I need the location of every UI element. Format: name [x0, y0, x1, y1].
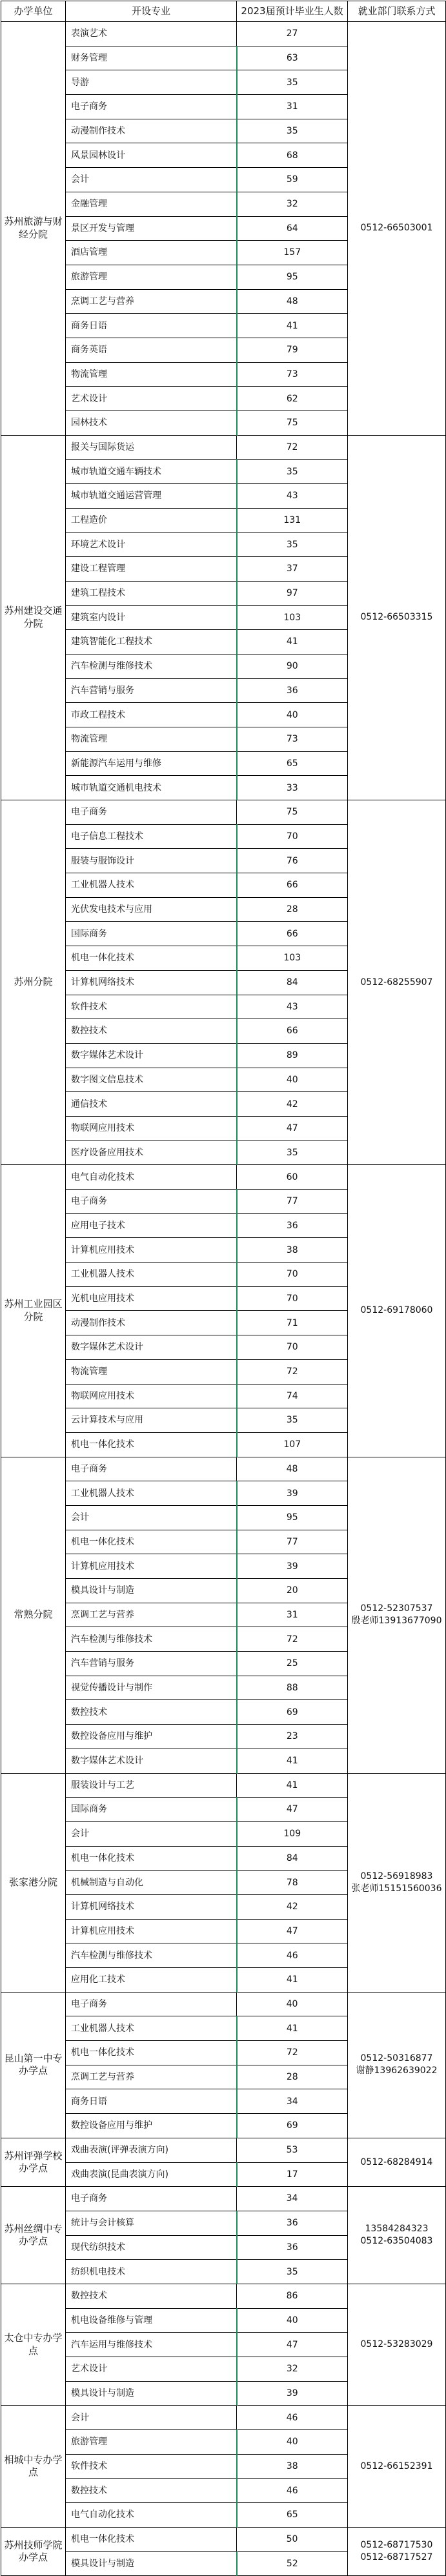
- graduate-count: 41: [237, 1749, 348, 1773]
- contact-line: 0512-52307537: [360, 1603, 433, 1614]
- major-name: 建筑工程技术: [66, 581, 237, 605]
- contact-line: 0512-53283029: [360, 2339, 433, 2350]
- major-name: 数控技术: [66, 1700, 237, 1725]
- major-name: 汽车检测与维修技术: [66, 1943, 237, 1968]
- contact-info: [348, 2284, 446, 2405]
- major-name: 纺织机电技术: [66, 2260, 237, 2284]
- major-name: 动漫制作技术: [66, 1311, 237, 1335]
- unit-name: 苏州分院: [1, 800, 66, 1165]
- major-name: 会计: [66, 1505, 237, 1530]
- graduate-count: 47: [237, 1798, 348, 1822]
- graduate-count: 42: [237, 1092, 348, 1117]
- major-name: 通信技术: [66, 1092, 237, 1117]
- contact-line: 殷老师13913677090: [351, 1616, 442, 1627]
- major-name: 环境艺术设计: [66, 532, 237, 557]
- major-name: 艺术设计: [66, 387, 237, 411]
- major-name: 机电一体化技术: [66, 946, 237, 971]
- graduate-count: 41: [237, 1773, 348, 1798]
- major-name: 计算机应用技术: [66, 1554, 237, 1579]
- major-name: 园林技术: [66, 411, 237, 436]
- table-row: [1, 1773, 446, 1798]
- contact-info: [348, 1457, 446, 1773]
- major-name: 物流管理: [66, 362, 237, 387]
- major-name: 模具设计与制造: [66, 2551, 237, 2576]
- major-name: 工业机器人技术: [66, 873, 237, 898]
- graduate-count: 36: [237, 1213, 348, 1238]
- major-name: 导游: [66, 70, 237, 95]
- major-name: 物联网应用技术: [66, 1116, 237, 1141]
- graduate-count: 79: [237, 338, 348, 362]
- graduate-count: 35: [237, 460, 348, 484]
- major-name: 电气自动化技术: [66, 1165, 237, 1190]
- graduate-count: 66: [237, 873, 348, 898]
- contact-line: 0512-66503315: [360, 612, 433, 623]
- major-name: 商务日语: [66, 314, 237, 338]
- graduate-count: 23: [237, 1725, 348, 1749]
- graduate-count: 35: [237, 2260, 348, 2284]
- graduate-count: 46: [237, 2406, 348, 2430]
- major-name: 电子信息工程技术: [66, 824, 237, 849]
- major-name: 数字媒体艺术设计: [66, 1335, 237, 1360]
- graduate-count: 31: [237, 1603, 348, 1627]
- major-name: 计算机应用技术: [66, 1919, 237, 1943]
- graduate-count: 40: [237, 1992, 348, 2016]
- major-name: 电气自动化技术: [66, 2503, 237, 2528]
- graduate-count: 77: [237, 1530, 348, 1554]
- major-name: 数字图文信息技术: [66, 1068, 237, 1092]
- major-name: 机电一体化技术: [66, 1432, 237, 1457]
- major-name: 市政工程技术: [66, 703, 237, 727]
- graduate-count: 84: [237, 970, 348, 995]
- graduate-count: 47: [237, 1116, 348, 1141]
- graduate-count: 39: [237, 1554, 348, 1579]
- major-name: 机电一体化技术: [66, 1530, 237, 1554]
- contact-line: 13584284323: [365, 2224, 429, 2235]
- graduate-count: 43: [237, 995, 348, 1019]
- contact-info: [348, 1773, 446, 1992]
- graduate-count: 41: [237, 1968, 348, 1993]
- graduate-count: 70: [237, 1335, 348, 1360]
- graduate-count: 88: [237, 1676, 348, 1700]
- table-header-row: [1, 1, 446, 22]
- contact-line: 0512-69178060: [360, 1305, 433, 1316]
- unit-name: 昆山第一中专办学点: [1, 1992, 66, 2138]
- graduate-count: 70: [237, 1263, 348, 1287]
- major-name: 城市轨道交通机电技术: [66, 776, 237, 800]
- table-row: [1, 2138, 446, 2162]
- major-name: 旅游管理: [66, 265, 237, 289]
- graduate-count: 97: [237, 581, 348, 605]
- major-name: 统计与会计核算: [66, 2211, 237, 2235]
- graduate-count: 103: [237, 605, 348, 630]
- major-name: 物流管理: [66, 1359, 237, 1384]
- graduate-count: 36: [237, 2235, 348, 2260]
- graduate-count: 41: [237, 2016, 348, 2041]
- graduate-count: 84: [237, 1846, 348, 1871]
- major-name: 城市轨道交通运营管理: [66, 484, 237, 509]
- graduate-count: 157: [237, 241, 348, 265]
- major-name: 电子商务: [66, 2187, 237, 2211]
- graduate-count: 70: [237, 824, 348, 849]
- graduate-count: 38: [237, 1238, 348, 1263]
- graduate-count: 40: [237, 703, 348, 727]
- major-name: 景区开发与管理: [66, 216, 237, 241]
- major-name: 工业机器人技术: [66, 1481, 237, 1506]
- major-name: 风景园林设计: [66, 143, 237, 168]
- graduate-count: 64: [237, 216, 348, 241]
- graduate-count: 25: [237, 1652, 348, 1676]
- graduate-count: 75: [237, 800, 348, 825]
- contact-info: [348, 2527, 446, 2575]
- major-name: 戏曲表演(评弹表演方向): [66, 2138, 237, 2162]
- major-name: 视觉传播设计与制作: [66, 1676, 237, 1700]
- graduate-count: 71: [237, 1311, 348, 1335]
- major-name: 烹调工艺与营养: [66, 289, 237, 314]
- graduate-count: 65: [237, 2503, 348, 2528]
- contact-line: 0512-68717530: [360, 2540, 433, 2551]
- major-name: 建设工程管理: [66, 557, 237, 582]
- graduate-count: 50: [237, 2527, 348, 2551]
- unit-name: 太仓中专办学点: [1, 2284, 66, 2405]
- graduate-count: 47: [237, 1919, 348, 1943]
- major-name: 数字媒体艺术设计: [66, 1749, 237, 1773]
- major-name: 城市轨道交通车辆技术: [66, 460, 237, 484]
- graduate-count: 35: [237, 119, 348, 143]
- graduate-count: 36: [237, 678, 348, 703]
- graduate-count: 103: [237, 946, 348, 971]
- graduate-count: 28: [237, 2065, 348, 2089]
- unit-name: 苏州丝绸中专办学点: [1, 2187, 66, 2284]
- major-name: 商务日语: [66, 2089, 237, 2114]
- graduate-count: 62: [237, 387, 348, 411]
- major-name: 工业机器人技术: [66, 2016, 237, 2041]
- table-row: [1, 2406, 446, 2430]
- graduate-count: 46: [237, 2479, 348, 2503]
- graduate-count: 48: [237, 289, 348, 314]
- graduate-count: 17: [237, 2162, 348, 2187]
- graduate-count: 48: [237, 1457, 348, 1481]
- major-name: 汽车营销与服务: [66, 1652, 237, 1676]
- graduate-count: 39: [237, 2381, 348, 2406]
- major-name: 国际商务: [66, 1798, 237, 1822]
- graduate-count: 66: [237, 922, 348, 946]
- graduate-count: 42: [237, 1894, 348, 1919]
- graduate-count: 40: [237, 2308, 348, 2333]
- graduate-count: 72: [237, 1627, 348, 1652]
- major-name: 动漫制作技术: [66, 119, 237, 143]
- major-name: 机电一体化技术: [66, 1846, 237, 1871]
- graduate-count: 76: [237, 849, 348, 873]
- graduate-count: 72: [237, 1359, 348, 1384]
- table-row: [1, 800, 446, 825]
- major-name: 云计算技术与应用: [66, 1408, 237, 1433]
- header-contact: 就业部门联系方式: [348, 1, 446, 22]
- major-name: 数控设备应用与维护: [66, 2114, 237, 2138]
- major-name: 财务管理: [66, 46, 237, 70]
- graduate-count: 34: [237, 2187, 348, 2211]
- graduate-count: 73: [237, 727, 348, 751]
- table-row: [1, 435, 446, 460]
- major-name: 现代纺织技术: [66, 2235, 237, 2260]
- graduate-count: 41: [237, 314, 348, 338]
- major-name: 服装设计与工艺: [66, 1773, 237, 1798]
- graduate-count: 60: [237, 1165, 348, 1190]
- graduate-count: 31: [237, 95, 348, 119]
- major-name: 工程造价: [66, 508, 237, 532]
- major-name: 汽车检测与维修技术: [66, 654, 237, 678]
- major-name: 数控技术: [66, 2284, 237, 2308]
- major-name: 会计: [66, 168, 237, 192]
- header-count: 2023届预计毕业生人数: [237, 1, 348, 22]
- major-name: 医疗设备应用技术: [66, 1141, 237, 1165]
- graduate-count: 35: [237, 532, 348, 557]
- major-name: 计算机应用技术: [66, 1238, 237, 1263]
- contact-line: 0512-68717527: [360, 2552, 433, 2562]
- graduate-count: 72: [237, 435, 348, 460]
- graduate-count: 63: [237, 46, 348, 70]
- graduate-count: 59: [237, 168, 348, 192]
- table-row: [1, 1457, 446, 1481]
- major-name: 汽车运用与维修技术: [66, 2333, 237, 2357]
- major-name: 旅游管理: [66, 2430, 237, 2455]
- major-name: 数控设备应用与维护: [66, 1725, 237, 1749]
- graduate-count: 77: [237, 1190, 348, 1214]
- major-name: 电子商务: [66, 95, 237, 119]
- contact-line: 谢静13962639022: [356, 2065, 438, 2076]
- header-major: 开设专业: [66, 1, 237, 22]
- major-name: 数控技术: [66, 1019, 237, 1044]
- major-name: 金融管理: [66, 192, 237, 216]
- contact-info: [348, 435, 446, 800]
- graduate-count: 53: [237, 2138, 348, 2162]
- unit-name: 苏州工业园区分院: [1, 1165, 66, 1457]
- graduate-count: 35: [237, 1408, 348, 1433]
- table-row: [1, 1165, 446, 1190]
- unit-name: 张家港分院: [1, 1773, 66, 1992]
- graduate-count: 40: [237, 2430, 348, 2455]
- graduate-count: 90: [237, 654, 348, 678]
- major-name: 电子商务: [66, 1992, 237, 2016]
- table-row: [1, 1992, 446, 2016]
- major-name: 机电一体化技术: [66, 2527, 237, 2551]
- major-name: 表演艺术: [66, 22, 237, 46]
- major-name: 艺术设计: [66, 2357, 237, 2382]
- graduate-count: 89: [237, 1043, 348, 1068]
- graduate-count: 70: [237, 1286, 348, 1311]
- graduate-count: 27: [237, 22, 348, 46]
- major-name: 应用电子技术: [66, 1213, 237, 1238]
- graduate-count: 131: [237, 508, 348, 532]
- major-name: 物流管理: [66, 727, 237, 751]
- major-name: 软件技术: [66, 995, 237, 1019]
- contact-line: 0512-56918983: [360, 1871, 433, 1881]
- table-row: [1, 2284, 446, 2308]
- graduate-count: 37: [237, 557, 348, 582]
- header-unit: 办学单位: [1, 1, 66, 22]
- major-name: 光机电应用技术: [66, 1286, 237, 1311]
- graduate-count: 74: [237, 1384, 348, 1408]
- major-name: 数控技术: [66, 2479, 237, 2503]
- contact-line: 0512-66152391: [360, 2460, 433, 2471]
- major-name: 机械制造与自动化: [66, 1871, 237, 1895]
- major-name: 建筑室内设计: [66, 605, 237, 630]
- major-name: 电子商务: [66, 1457, 237, 1481]
- table-row: [1, 22, 446, 46]
- graduate-count: 69: [237, 1700, 348, 1725]
- major-name: 模具设计与制造: [66, 2381, 237, 2406]
- graduate-count: 95: [237, 265, 348, 289]
- major-name: 酒店管理: [66, 241, 237, 265]
- graduate-count: 32: [237, 192, 348, 216]
- unit-name: 常熟分院: [1, 1457, 66, 1773]
- graduate-count: 95: [237, 1505, 348, 1530]
- contact-info: [348, 1165, 446, 1457]
- graduate-count: 66: [237, 1019, 348, 1044]
- major-name: 模具设计与制造: [66, 1579, 237, 1603]
- graduate-count: 65: [237, 751, 348, 776]
- graduate-count: 36: [237, 2211, 348, 2235]
- contact-info: [348, 2138, 446, 2186]
- graduate-count: 72: [237, 2041, 348, 2065]
- major-name: 建筑智能化工程技术: [66, 630, 237, 654]
- graduate-count: 73: [237, 362, 348, 387]
- unit-name: 苏州评弹学校办学点: [1, 2138, 66, 2186]
- unit-name: 苏州建设交通分院: [1, 435, 66, 800]
- graduate-count: 109: [237, 1821, 348, 1846]
- contact-info: [348, 1992, 446, 2138]
- major-name: 会计: [66, 2406, 237, 2430]
- major-name: 光伏发电技术与应用: [66, 897, 237, 922]
- major-name: 软件技术: [66, 2454, 237, 2479]
- graduate-count: 47: [237, 2333, 348, 2357]
- table-row: [1, 2527, 446, 2551]
- graduate-count: 32: [237, 2357, 348, 2382]
- graduate-count: 28: [237, 897, 348, 922]
- major-name: 数字媒体艺术设计: [66, 1043, 237, 1068]
- graduate-count: 33: [237, 776, 348, 800]
- contact-info: [348, 2187, 446, 2284]
- unit-name: 苏州技师学院办学点: [1, 2527, 66, 2575]
- major-name: 工业机器人技术: [66, 1263, 237, 1287]
- major-name: 戏曲表演(昆曲表演方向): [66, 2162, 237, 2187]
- unit-name: 相城中专办学点: [1, 2406, 66, 2527]
- contact-info: [348, 2406, 446, 2527]
- graduate-count: 43: [237, 484, 348, 509]
- graduate-count: 69: [237, 2114, 348, 2138]
- graduate-count: 39: [237, 1481, 348, 1506]
- major-name: 商务英语: [66, 338, 237, 362]
- major-name: 应用化工技术: [66, 1968, 237, 1993]
- unit-name: 苏州旅游与财经分院: [1, 22, 66, 436]
- contact-line: 0512-66503001: [360, 223, 433, 234]
- major-name: 机电一体化技术: [66, 2041, 237, 2065]
- table-row: [1, 2187, 446, 2211]
- major-name: 服装与服饰设计: [66, 849, 237, 873]
- major-name: 电子商务: [66, 1190, 237, 1214]
- major-name: 汽车营销与服务: [66, 678, 237, 703]
- major-name: 报关与国际货运: [66, 435, 237, 460]
- graduate-count: 40: [237, 1068, 348, 1092]
- major-name: 国际商务: [66, 922, 237, 946]
- graduate-count: 20: [237, 1579, 348, 1603]
- graduate-count: 38: [237, 2454, 348, 2479]
- contact-line: 0512-68255907: [360, 977, 433, 988]
- major-name: 汽车检测与维修技术: [66, 1627, 237, 1652]
- major-name: 会计: [66, 1821, 237, 1846]
- contact-info: [348, 800, 446, 1165]
- contact-line: 张老师15151560036: [351, 1883, 442, 1894]
- graduate-count: 34: [237, 2089, 348, 2114]
- contact-line: 0512-68284914: [360, 2156, 433, 2167]
- major-name: 计算机网络技术: [66, 970, 237, 995]
- contact-line: 0512-63504083: [360, 2236, 433, 2247]
- graduate-count: 35: [237, 1141, 348, 1165]
- graduate-count: 86: [237, 2284, 348, 2308]
- graduate-count: 35: [237, 70, 348, 95]
- table-body: [1, 22, 446, 2576]
- graduate-count: 78: [237, 1871, 348, 1895]
- contact-info: [348, 22, 446, 436]
- major-name: 电子商务: [66, 800, 237, 825]
- graduate-count: 68: [237, 143, 348, 168]
- major-name: 烹调工艺与营养: [66, 2065, 237, 2089]
- major-name: 物联网应用技术: [66, 1384, 237, 1408]
- graduate-count: 75: [237, 411, 348, 436]
- graduate-count: 107: [237, 1432, 348, 1457]
- major-name: 机电设备维修与管理: [66, 2308, 237, 2333]
- graduate-count: 52: [237, 2551, 348, 2576]
- graduate-count: 41: [237, 630, 348, 654]
- major-name: 烹调工艺与营养: [66, 1603, 237, 1627]
- graduate-count: 46: [237, 1943, 348, 1968]
- contact-line: 0512-50316877: [360, 2053, 433, 2064]
- major-name: 计算机网络技术: [66, 1894, 237, 1919]
- major-name: 新能源汽车运用与维修: [66, 751, 237, 776]
